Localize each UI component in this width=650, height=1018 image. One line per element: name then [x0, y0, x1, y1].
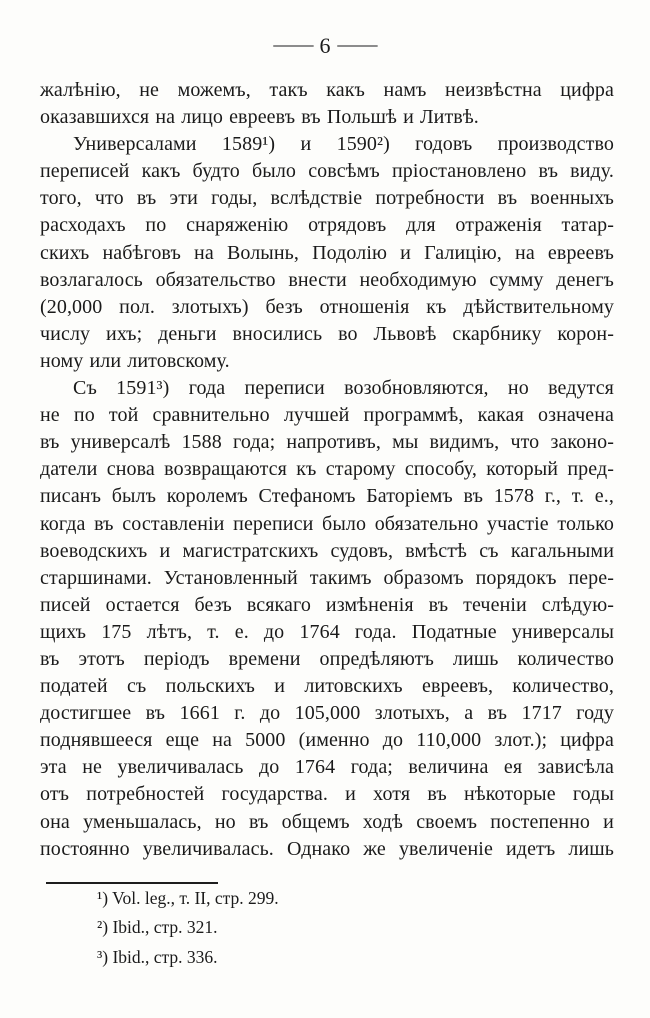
text-line: жалѣнію, не можемъ, такъ какъ намъ неизвѣстна цифра: [40, 79, 614, 101]
text-line: старшинами. Установленный такимъ образомъ порядокъ пере-: [40, 566, 614, 589]
text-line: достигшее въ 1661 г. до 105,000 злотыхъ, а въ 1717 году: [40, 702, 614, 725]
text-line: Съ 1591³) года переписи возобновляются, но ведутся: [73, 377, 614, 400]
text-line: числу ихъ; деньги вносились во Львовѣ скарбнику корон-: [40, 322, 614, 345]
text-line: Универсалами 1589¹) и 1590²) годовъ производство: [73, 133, 614, 156]
text-line: не по той сравнительно лучшей программѣ, какая означена: [40, 404, 614, 427]
text-line: податей съ польскихъ и литовскихъ евреевъ, количество,: [40, 675, 614, 698]
text-line: писанъ былъ королемъ Стефаномъ Баторіемъ въ 1578 г., т. е.,: [40, 485, 614, 508]
text-line: того, что въ эти годы, вслѣдствіе потребности въ военныхъ: [40, 187, 614, 210]
text-line: воеводскихъ и магистратскихъ судовъ, вмѣстѣ съ кагальными: [40, 539, 614, 562]
text-line: (20,000 пол. злотыхъ) безъ отношенія къ дѣйствительному: [40, 295, 614, 318]
text-line: въ универсалѣ 1588 года; напротивъ, мы видимъ, что законо-: [40, 431, 614, 454]
text-line: датели снова возвращаются къ старому способу, который пред-: [40, 458, 614, 481]
text-line: расходахъ по снаряженію отрядовъ для отраженія татар-: [40, 214, 614, 237]
text-line: переписей какъ будто было совсѣмъ пріостановлено въ виду.: [40, 160, 614, 183]
text-line: постоянно увеличивалась. Однако же увеличеніе идетъ лишь: [40, 837, 614, 860]
text-line: ному или литовскому.: [40, 349, 230, 372]
text-line: скихъ набѣговъ на Волынь, Подолію и Галицію, на евреевъ: [40, 241, 614, 264]
footnote: ²) Ibid., стр. 321.: [97, 917, 218, 938]
header-left-dash: —: [273, 32, 313, 56]
text-line: поднявшееся еще на 5000 (именно до 110,000 злот.); цифра: [40, 729, 614, 752]
text-line: она уменьшалась, но въ общемъ ходѣ своемъ постепенно и: [40, 810, 614, 833]
footnotes-block: [40, 882, 614, 972]
body-text-block: [40, 77, 614, 863]
text-line: эта не увеличивалась до 1764 года; величина ея зависѣла: [40, 756, 614, 779]
footnote: ¹) Vol. leg., т. II, стр. 299.: [97, 888, 279, 908]
footnote: ³) Ibid., стр. 336.: [97, 946, 218, 967]
text-line: въ этотъ періодъ времени опредѣляютъ лишь количество: [40, 647, 614, 670]
text-line: отъ потребностей государства. и хотя въ нѣкоторые годы: [40, 783, 614, 806]
text-line: писей остается безъ всякаго измѣненія въ теченіи слѣдую-: [40, 593, 614, 616]
page-number: 6: [319, 33, 331, 58]
text-line: возлагалось обязательство внести необходимую сумму денегъ: [40, 268, 614, 291]
page-number-header: [0, 33, 650, 59]
text-line: щихъ 175 лѣтъ, т. е. до 1764 года. Податные универсалы: [40, 620, 614, 643]
text-line: когда въ составленіи переписи было обязательно участіе только: [40, 512, 614, 535]
text-line: оказавшихся на лицо евреевъ въ Польшѣ и Литвѣ.: [40, 106, 479, 129]
header-right-dash: —: [337, 32, 377, 56]
